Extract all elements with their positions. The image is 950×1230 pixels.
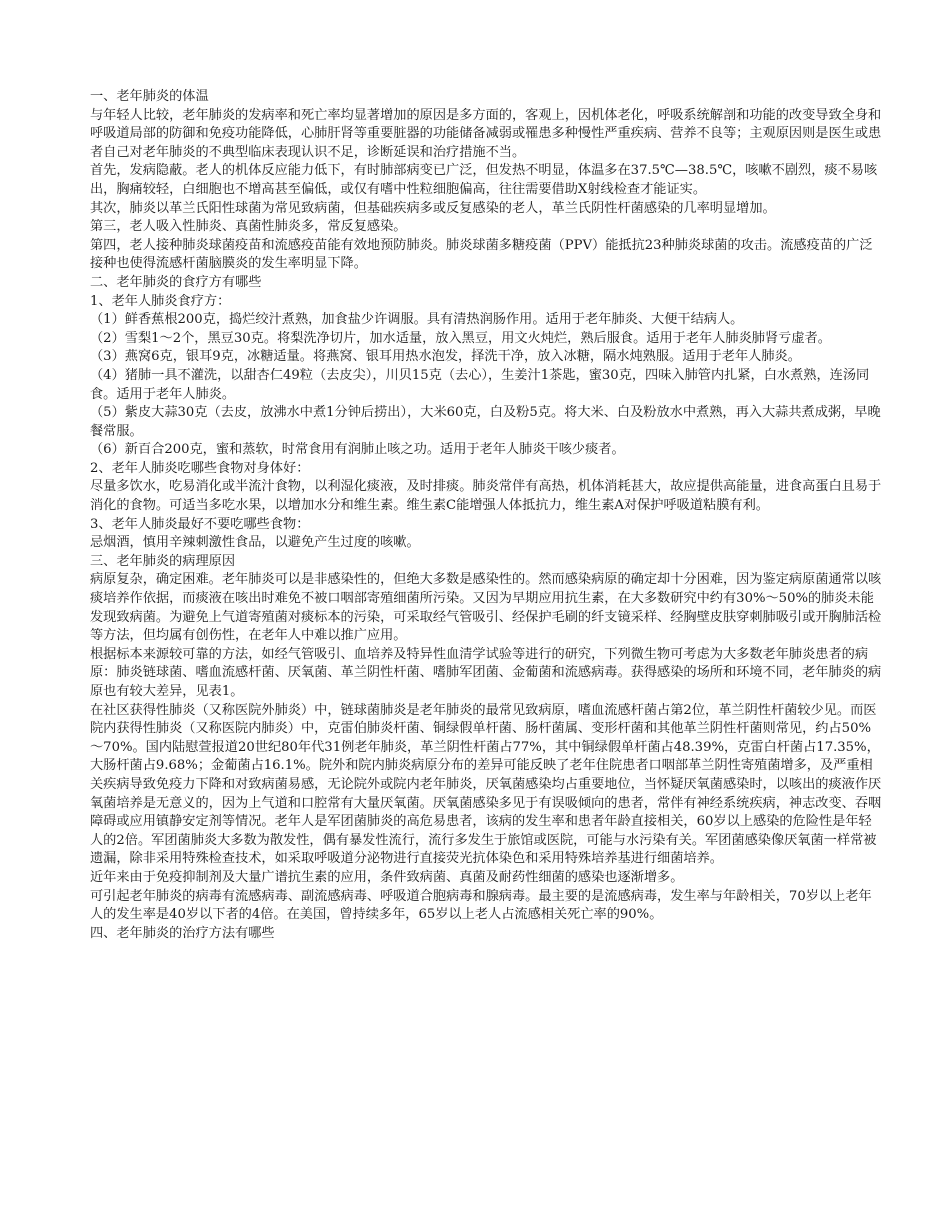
subsection-heading: 1、老年人肺炎食疗方： — [90, 293, 231, 309]
body-paragraph: 近年来由于免疫抑制剂及大量广谱抗生素的应用，条件致病菌、真菌及耐药性细菌的感染也逐渐增多。 — [90, 869, 684, 885]
body-paragraph: 可引起老年肺炎的病毒有流感病毒、副流感病毒、呼吸道合胞病毒和腺病毒。最主要的是流感病毒，发生率与年龄相关，70岁以上老年人的发生率是40岁以下者的4倍。在美国，曾持续多年，65岁以上老人占流感相关死亡率的90%。 — [90, 888, 872, 923]
list-item: （1）鲜香蕉根200克，捣烂绞汁煮熟，加食盐少许调服。具有清热润肠作用。适用于老年肺炎、大便干结病人。 — [90, 312, 744, 328]
section-heading: 一、老年肺炎的体温 — [90, 89, 209, 104]
body-paragraph: 病原复杂，确定困难。老年肺炎可以是非感染性的，但绝大多数是感染性的。然而感染病原的确定却十分困难，因为鉴定病原菌通常以咳痰培养作依据，而痰液在咳出时难免不被口咽部寄殖细菌所污染。又因为早期应用抗生素，在大多数研究中约有30%～50%的肺炎未能发现致病菌。为避免上气道寄殖菌对痰标本的污染，可采取经气管吸引、经保护毛刷的纤支镜采样、经胸壁皮肤穿刺肺吸引或开胸肺活检等方法，但均属有创伤性，在老年人中难以推广应用。 — [90, 572, 882, 644]
body-paragraph: 与年轻人比较，老年肺炎的发病率和死亡率均显著增加的原因是多方面的，客观上，因机体老化，呼吸系统解剖和功能的改变导致全身和呼吸道局部的防御和免疫功能降低，心肺肝肾等重要脏器的功能储备减弱或罹患多种慢性严重疾病、营养不良等；主观原因则是医生或患者自己对老年肺炎的不典型临床表现认识不足，诊断延误和治疗措施不当。 — [90, 107, 882, 160]
body-paragraph: 第四，老人接种肺炎球菌疫苗和流感疫苗能有效地预防肺炎。肺炎球菌多糖疫菌（PPV）能抵抗23种肺炎球菌的攻击。流感疫苗的广泛接种也使得流感杆菌脑膜炎的发生率明显下降。 — [90, 237, 873, 272]
list-item: （4）猪肺一具不灌洗，以甜杏仁49粒（去皮尖），川贝15克（去心），生姜汁1茶匙，蜜30克，四味入肺管内扎紧，白水煮熟，连汤同食。适用于老年人肺炎。 — [90, 367, 870, 402]
section-heading: 二、老年肺炎的食疗方有哪些 — [90, 274, 262, 290]
body-paragraph: 其次，肺炎以革兰氏阳性球菌为常见致病菌，但基础疾病多或反复感染的老人，革兰氏阴性杆菌感染的几率明显增加。 — [90, 200, 776, 216]
section-heading: 三、老年肺炎的病理原因 — [90, 553, 236, 569]
list-item: （3）燕窝6克，银耳9克，冰糖适量。将燕窝、银耳用热水泡发，择洗干净，放入冰糖，隔水炖熟服。适用于老年人肺炎。 — [90, 349, 801, 365]
body-paragraph: 忌烟酒，慎用辛辣刺激性食品，以避免产生过度的咳嗽。 — [90, 535, 420, 551]
section-heading: 四、老年肺炎的治疗方法有哪些 — [90, 925, 275, 941]
body-paragraph: 首先，发病隐蔽。老人的机体反应能力低下，有时肺部病变已广泛，但发热不明显，体温多在37.5℃—38.5℃，咳嗽不剧烈，痰不易咳出，胸痛较轻，白细胞也不增高甚至偏低，或仅有嗜中性粒细胞偏高，往往需要借助X射线检查才能证实。 — [90, 163, 878, 197]
list-item: （2）雪梨1～2个，黑豆30克。将梨洗净切片，加水适量，放入黑豆，用文火炖烂，熟后服食。适用于老年人肺炎肺肾亏虚者。 — [90, 330, 831, 346]
list-item: （5）紫皮大蒜30克（去皮，放沸水中煮1分钟后捞出），大米60克，白及粉5克。将大米、白及粉放水中煮熟，再入大蒜共煮成粥，早晚餐常服。 — [90, 405, 881, 439]
list-item: （6）新百合200克，蜜和蒸软，时常食用有润肺止咳之功。适用于老年人肺炎干咳少痰者。 — [90, 442, 625, 458]
body-paragraph: 在社区获得性肺炎（又称医院外肺炎）中，链球菌肺炎是老年肺炎的最常见致病原，嗜血流感杆菌占第2位，革兰阴性杆菌较少见。而医院内获得性肺炎（又称医院内肺炎）中，克雷伯肺炎杆菌、铜绿假单杆菌、肠杆菌属、变形杆菌和其他革兰阴性杆菌则常见，约占50%～70%。国内陆慰萱报道20世纪80年代31例老年肺炎，革兰阴性杆菌占77%，其中铜绿假单杆菌占48.39%，克雷白杆菌占17.35%，大肠杆菌占9.68%；金葡菌占16.1%。院外和院内肺炎病原分布的差异可能反映了老年住院患者口咽部革兰阴性寄殖菌增多，及严重相关疾病导致免疫力下降和对致病菌易感，无论院外或院内老年肺炎，厌氧菌感染均占重要地位，当怀疑厌氧菌感染时，以咳出的痰液作厌氧菌培养是无意义的，因为上气道和口腔常有大量厌氧菌。厌氧菌感染多见于有误吸倾向的患者，常伴有神经系统疾病，神志改变、吞咽障碍或应用镇静安定剂等情况。老年人是军团菌肺炎的高危易患者，该病的发生率和患者年龄直接相关，60岁以上感染的危险性是年轻人的2倍。军团菌肺炎大多数为散发性，偶有暴发性流行，流行多发生于旅馆或医院，可能与水污染有关。军团菌感染像厌氧菌一样常被遗漏，除非采用特殊检查技术，如采取呼吸道分泌物进行直接荧光抗体染色和采用特殊培养基进行细菌培养。 — [90, 702, 882, 867]
subsection-heading: 3、老年人肺炎最好不要吃哪些食物： — [90, 516, 310, 532]
body-paragraph: 根据标本来源较可靠的方法，如经气管吸引、血培养及特异性血清学试验等进行的研究，下列微生物可考虑为大多数老年肺炎患者的病原：肺炎链球菌、嗜血流感杆菌、厌氧菌、革兰阴性杆菌、嗜肺军团菌、金葡菌和流感病毒。获得感染的场所和环境不同，老年肺炎的病原也有较大差异，见表1。 — [90, 646, 882, 699]
body-paragraph: 第三，老人吸入性肺炎、真菌性肺炎多，常反复感染。 — [90, 219, 407, 235]
subsection-heading: 2、老年人肺炎吃哪些食物对身体好： — [90, 460, 310, 476]
body-paragraph: 尽量多饮水，吃易消化或半流汁食物，以利湿化痰液，及时排痰。肺炎常伴有高热，机体消耗甚大，故应提供高能量，进食高蛋白且易于消化的食物。可适当多吃水果，以增加水分和维生素。维生素C能增强人体抵抗力，维生素A对保护呼吸道粘膜有利。 — [90, 479, 882, 514]
